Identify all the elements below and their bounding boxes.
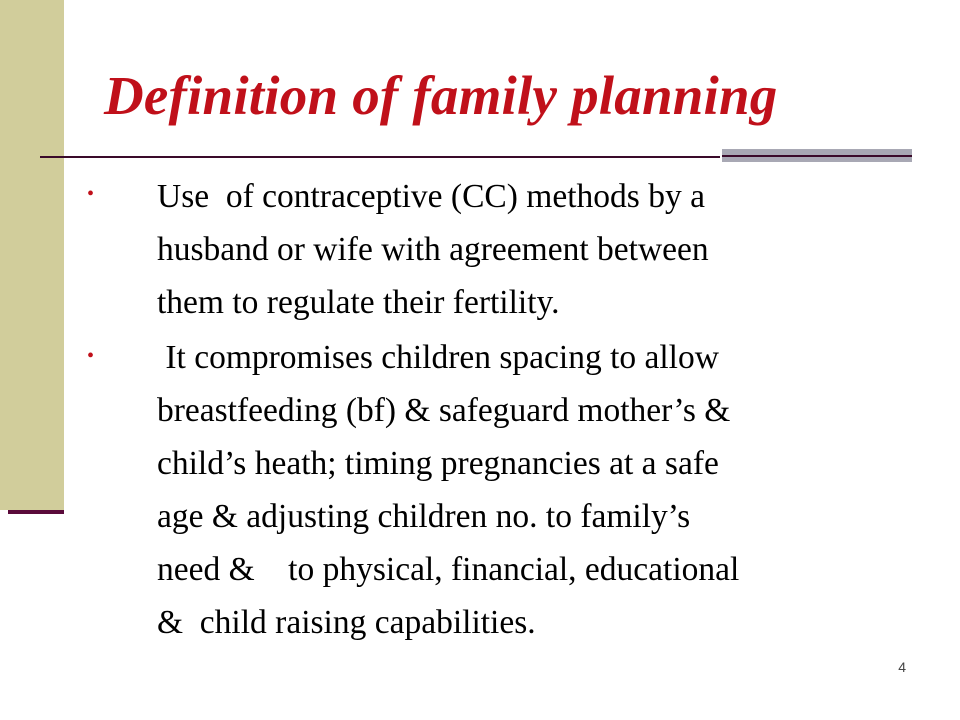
page-number: 4: [898, 659, 906, 675]
bullet-item-2: [157, 331, 917, 649]
title-accent-line: [722, 155, 912, 157]
bullet-2-line: & child raising capabilities.: [157, 604, 536, 641]
bullet-item-1: [157, 170, 917, 329]
sidebar-decoration: [0, 0, 64, 510]
bullet-2-line: breastfeeding (bf) & safeguard mother’s &: [157, 392, 731, 429]
bullet-2-line: child’s heath; timing pregnancies at a safe: [157, 445, 719, 482]
bullet-marker: •: [87, 345, 95, 367]
bullet-2-line: age & adjusting children no. to family’s: [157, 498, 691, 535]
bullet-marker: •: [87, 183, 95, 205]
title-divider: [40, 156, 720, 158]
bullet-1-line: them to regulate their fertility.: [157, 284, 560, 321]
bullet-1-line: Use of contraceptive (CC) methods by a: [157, 178, 705, 215]
bullet-2-line: need & to physical, financial, educational: [157, 551, 740, 588]
sidebar-divider: [8, 510, 64, 514]
bullet-2-line: It compromises children spacing to allow: [157, 339, 719, 376]
bullet-1-line: husband or wife with agreement between: [157, 231, 709, 268]
slide-title: Definition of family planning: [104, 65, 778, 126]
